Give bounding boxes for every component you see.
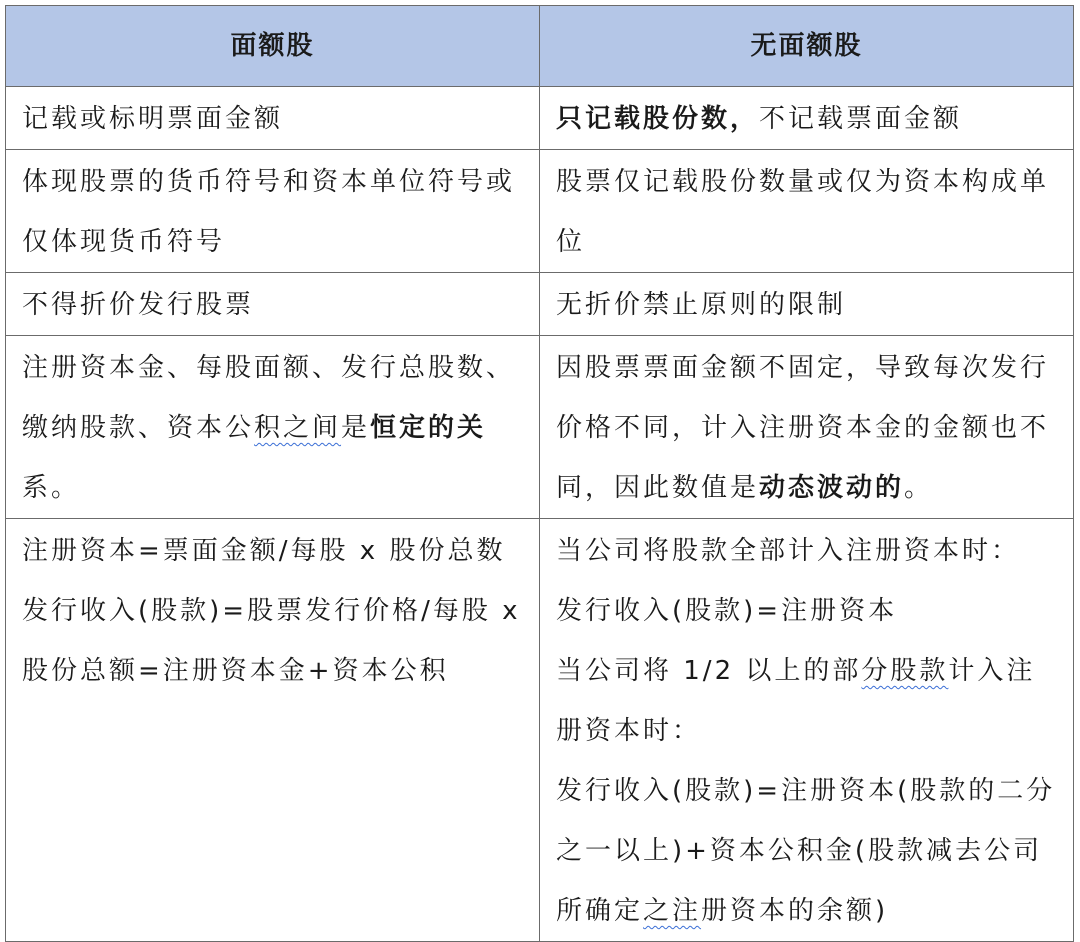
table-row [6,87,1074,150]
table-cell-left: 记载或标明票面金额 [6,87,540,150]
underlined-text: 之注 [643,896,702,926]
plain-text: 。 [904,473,934,503]
bold-text: 只记载股份数， [556,104,760,134]
header-no-par-value-shares: 无面额股 [540,6,1074,87]
plain-text: 发行收入(股款)=注册资本(股款的二分之一以上)+资本公积金(股款减去公司所确定 [556,776,1056,926]
plain-text: 不记载票面金额 [759,104,963,134]
formula-line: 发行收入(股款)=注册资本 [556,596,898,626]
table-cell-right [540,87,1074,150]
table-cell-left: 注册资本=票面金额/每股 x 股份总数发行收入(股款)=股票发行价格/每股 x 股份总额=注册资本金+资本公积 [6,519,540,942]
table-cell-right: 无折价禁止原则的限制 [540,273,1074,336]
table-cell-left: 不得折价发行股票 [6,273,540,336]
plain-text: 册资本的余额) [701,896,889,926]
table-cell-left [6,336,540,519]
underlined-text: 分股款 [861,656,949,686]
table-cell-right [540,336,1074,519]
table-row [6,519,1074,942]
table-row [6,273,1074,336]
table-row [6,336,1074,519]
formula-line: 当公司将股款全部计入注册资本时： [556,536,1021,566]
plain-text: 因股票票面金额不固定，导致每次发行价格不同，计入注册资本金的金额也不同，因此数值是 [556,353,1050,503]
bold-text: 动态波动的 [759,473,905,503]
formula-line [556,761,1063,941]
formula-line [556,641,1063,761]
header-row [6,6,1074,87]
plain-text: 计入注册资本时： [556,656,1036,746]
plain-text: 系。 [22,473,81,503]
table-cell-right: 股票仅记载股份数量或仅为资本构成单位 [540,150,1074,273]
plain-text: 是 [341,413,371,443]
table-row [6,150,1074,273]
plain-text: 当公司将 1/2 以上的部 [556,656,862,686]
header-par-value-shares: 面额股 [6,6,540,87]
comparison-table [5,5,1074,942]
table-cell-right [540,519,1074,942]
bold-text: 恒定的关 [370,413,487,443]
plain-text: 注册资本金、每股面额、发行总股数、缴纳股款、资本公 [22,353,516,443]
table-cell-left: 体现股票的货币符号和资本单位符号或仅体现货币符号 [6,150,540,273]
underlined-text: 积之间 [254,413,342,443]
